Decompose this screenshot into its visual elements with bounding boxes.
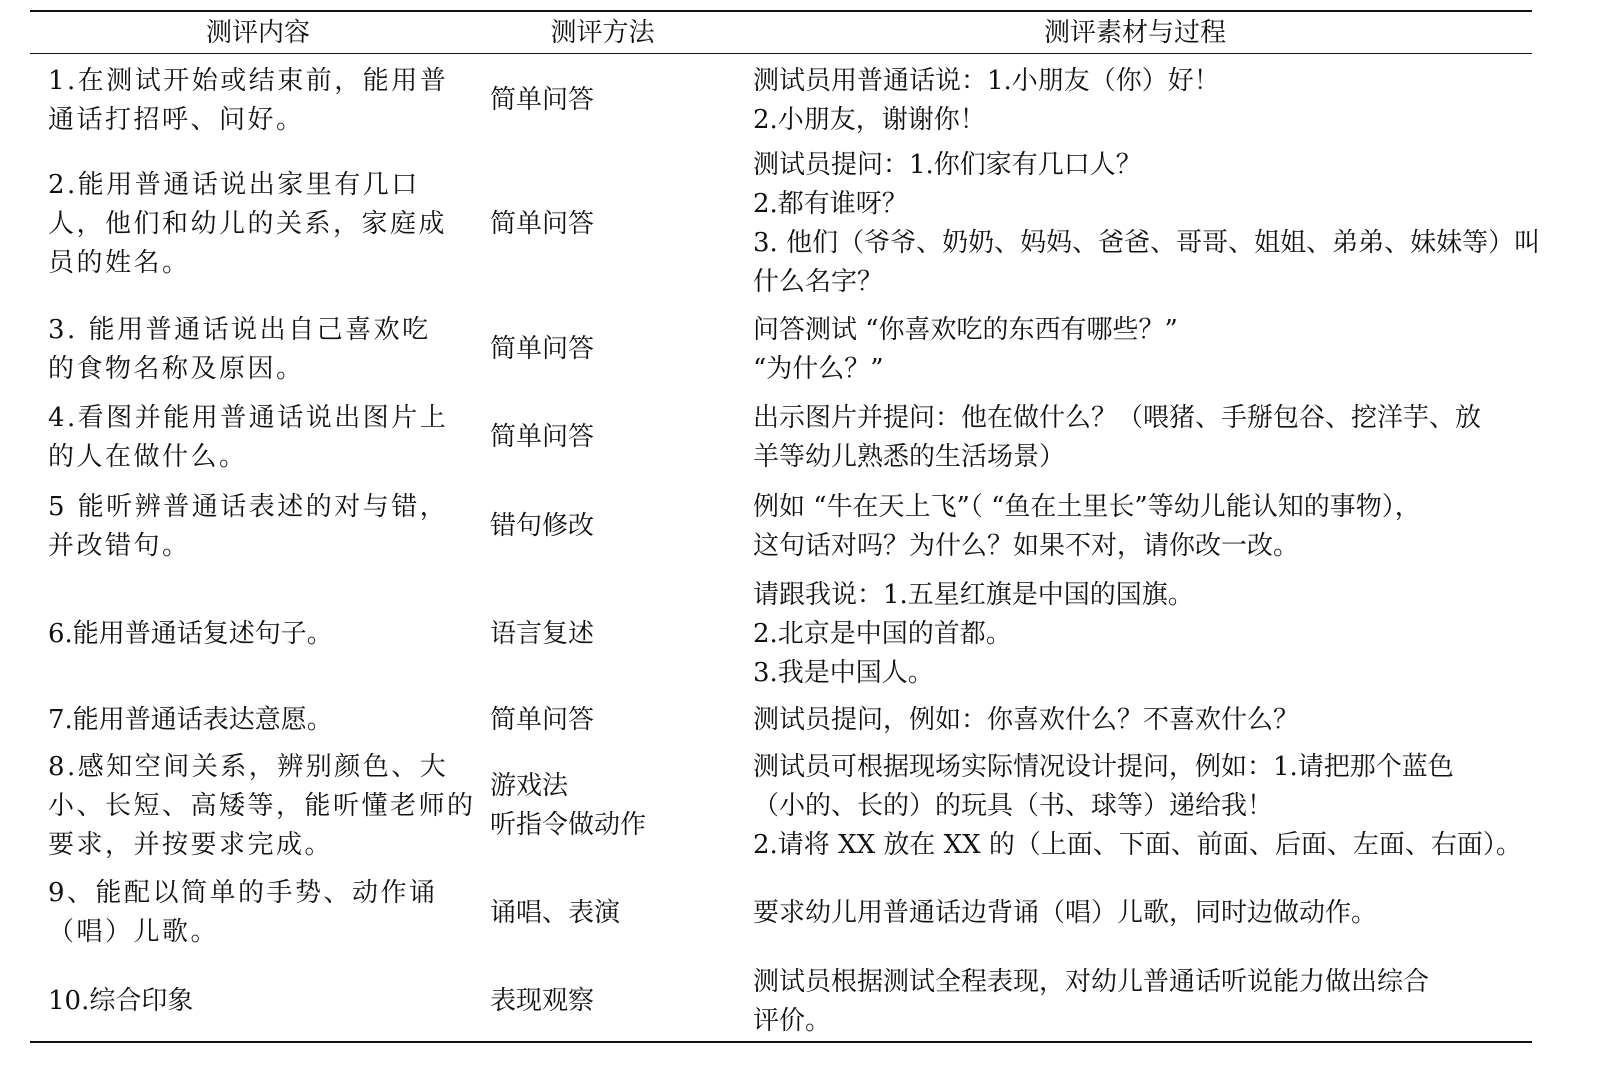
content-line: 10.综合印象 [48, 986, 194, 1016]
table-row-material [753, 146, 1543, 302]
column-header-content: 测评内容 [205, 18, 310, 48]
content-line: 小、长短、高矮等，能听懂老师的 [48, 791, 476, 821]
material-line: 例如 “牛在天上飞”（ “鱼在土里长”等幼儿能认知的事物）， [753, 492, 1421, 522]
material-line: 2.都有谁呀？ [753, 189, 908, 219]
method-line: 简单问答 [490, 422, 595, 452]
content-line: 5 能听辨普通话表述的对与错， [48, 492, 449, 522]
content-line: 7.能用普通话表达意愿。 [48, 705, 333, 735]
material-line: 2.北京是中国的首都。 [753, 619, 1012, 649]
table-top-rule [30, 10, 1532, 12]
table-row-method [490, 894, 730, 933]
table-row-material [753, 488, 1543, 566]
material-line: 请跟我说：1.五星红旗是中国的国旗。 [753, 580, 1194, 610]
table-row-content [48, 615, 468, 654]
table-row-material [753, 748, 1543, 865]
table-row-content [48, 874, 468, 952]
method-line: 简单问答 [490, 334, 595, 364]
material-line: 测试员提问，例如：你喜欢什么？不喜欢什么？ [753, 705, 1300, 735]
material-line: 测试员可根据现场实际情况设计提问，例如：1.请把那个蓝色 [753, 752, 1454, 782]
method-line: 简单问答 [490, 705, 595, 735]
content-line: 3. 能用普通话说出自己喜欢吃 [48, 315, 431, 345]
table-row-method [490, 507, 730, 546]
table-row-method [490, 615, 730, 654]
table-row-method [490, 701, 730, 740]
table-row-content [48, 399, 468, 477]
method-line: 诵唱、表演 [490, 898, 621, 928]
content-line: （唱）儿歌。 [48, 917, 220, 947]
table-row-content [48, 166, 468, 283]
material-line: 测试员提问：1.你们家有几口人？ [753, 150, 1142, 180]
content-line: 的人在做什么。 [48, 442, 248, 472]
content-line: 1.在测试开始或结束前，能用普 [48, 66, 449, 96]
material-line: 3. 他们（爷爷、奶奶、妈妈、爸爸、哥哥、姐姐、弟弟、妹妹等）叫 [753, 228, 1541, 258]
content-line: 员的姓名。 [48, 248, 191, 278]
content-line: 6.能用普通话复述句子。 [48, 619, 333, 649]
method-line: 简单问答 [490, 209, 595, 239]
content-line: 通话打招呼、问好。 [48, 105, 305, 135]
content-line: 9、能配以简单的手势、动作诵 [48, 878, 438, 908]
table-row-content [48, 488, 468, 566]
content-line: 8.感知空间关系，辨别颜色、大 [48, 752, 449, 782]
material-line: 这句话对吗？为什么？如果不对，请你改一改。 [753, 531, 1300, 561]
method-line: 错句修改 [490, 511, 595, 541]
table-row-content [48, 748, 476, 865]
table-row-method [490, 418, 730, 457]
content-line: 4.看图并能用普通话说出图片上 [48, 403, 449, 433]
content-line: 并改错句。 [48, 531, 191, 561]
content-line: 的食物名称及原因。 [48, 354, 305, 384]
table-row-material [753, 311, 1543, 389]
method-line: 语言复述 [490, 619, 595, 649]
material-line: 问答测试 “你喜欢吃的东西有哪些？” [753, 315, 1178, 345]
column-header-method: 测评方法 [550, 18, 655, 48]
method-line: 听指令做动作 [490, 810, 647, 840]
material-line: 要求幼儿用普通话边背诵（唱）儿歌，同时边做动作。 [753, 898, 1378, 928]
material-line: 3.我是中国人。 [753, 658, 934, 688]
table-row-method [490, 982, 730, 1021]
material-line: 出示图片并提问：他在做什么？（喂猪、手掰包谷、挖洋芋、放 [753, 403, 1482, 433]
material-line: 测试员用普通话说：1.小朋友（你）好！ [753, 66, 1220, 96]
method-line: 简单问答 [490, 85, 595, 115]
material-line: 什么名字？ [753, 267, 884, 297]
material-line: “为什么？” [753, 354, 884, 384]
table-row-material [753, 963, 1543, 1041]
table-row-material [753, 894, 1543, 933]
method-line: 游戏法 [490, 771, 569, 801]
table-header-rule [30, 53, 1532, 54]
material-line: 评价。 [753, 1006, 832, 1036]
table-row-method [490, 81, 730, 120]
table-row-method [490, 767, 730, 845]
method-line: 表现观察 [490, 986, 595, 1016]
material-line: 测试员根据测试全程表现，对幼儿普通话听说能力做出综合 [753, 967, 1430, 997]
table-row-material [753, 576, 1543, 693]
table-row-method [490, 205, 730, 244]
material-line: 羊等幼儿熟悉的生活场景） [753, 442, 1066, 472]
content-line: 2.能用普通话说出家里有几口 [48, 170, 420, 200]
content-line: 人，他们和幼儿的关系，家庭成 [48, 209, 448, 239]
table-row-material [753, 701, 1543, 740]
material-line: 2.小朋友，谢谢你！ [753, 105, 986, 135]
table-row-material [753, 62, 1543, 140]
column-header-material: 测评素材与过程 [1043, 18, 1226, 48]
table-row-content [48, 311, 468, 389]
material-line: （小的、长的）的玩具（书、球等）递给我！ [753, 791, 1274, 821]
content-line: 要求，并按要求完成。 [48, 830, 334, 860]
material-line: 2.请将 XX 放在 XX 的（上面、下面、前面、后面、左面、右面）。 [753, 830, 1522, 860]
table-row-method [490, 330, 730, 369]
table-row-content [48, 62, 468, 140]
table-row-material [753, 399, 1543, 477]
table-row-content [48, 982, 468, 1021]
table-bottom-rule [30, 1041, 1532, 1043]
table-row-content [48, 701, 468, 740]
